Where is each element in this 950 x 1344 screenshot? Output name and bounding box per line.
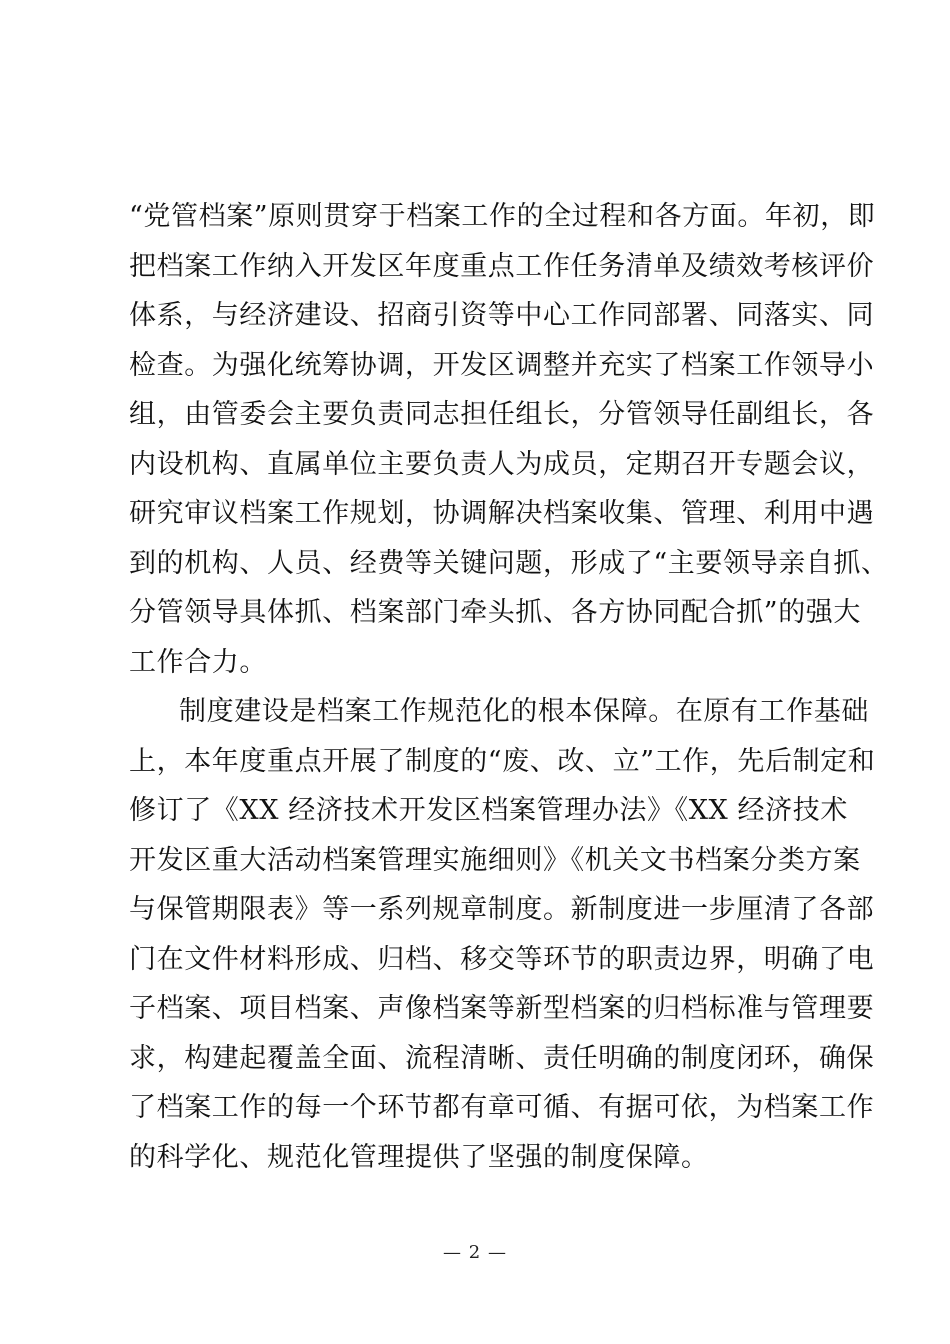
paragraph-2-line: 门在文件材料形成、归档、移交等环节的职责边界，明确了电 [129,943,875,975]
paragraph-1-line: 研究审议档案工作规划，协调解决档案收集、管理、利用中遇 [129,498,875,529]
paragraph-2-line: 求，构建起覆盖全面、流程清晰、责任明确的制度闭环，确保 [129,1042,875,1074]
page-number: — 2 — [443,1242,507,1263]
paragraph-2-line: 开发区重大活动档案管理实施细则》《机关文书档案分类方案 [129,844,861,876]
paragraph-2-line: 与保管期限表》等一系列规章制度。新制度进一步厘清了各部 [129,894,875,925]
paragraph-2-last-line: 的科学化、规范化管理提供了坚强的制度保障。 [129,1141,709,1173]
paragraph-1-line: 分管领导具体抓、档案部门牵头抓、各方协同配合抓”的强大 [129,597,862,628]
paragraph-1-last-line: 工作合力。 [129,646,267,678]
paragraph-1-line: 组，由管委会主要负责同志担任组长，分管领导任副组长，各 [129,399,875,430]
body-text [129,192,889,1182]
paragraph-1-line: 检查。为强化统筹协调，开发区调整并充实了档案工作领导小 [129,349,875,381]
paragraph-2-line: 上，本年度重点开展了制度的“废、改、立”工作，先后制定和 [129,745,876,777]
paragraph-1-line: 内设机构、直属单位主要负责人为成员，定期召开专题会议， [129,448,875,480]
paragraph-2-line: 修订了《XX 经济技术开发区档案管理办法》《XX 经济技术 [129,795,848,826]
paragraph-1-line: “党管档案”原则贯穿于档案工作的全过程和各方面。年初，即 [129,201,876,232]
paragraph-1-line: 体系，与经济建设、招商引资等中心工作同部署、同落实、同 [129,300,875,331]
paragraph-2-line: 了档案工作的每一个环节都有章可循、有据可依，为档案工作 [129,1092,875,1123]
paragraph-1-line: 到的机构、人员、经费等关键问题，形成了“主要领导亲自抓、 [129,547,889,579]
paragraph-1-line: 把档案工作纳入开发区年度重点工作任务清单及绩效考核评价 [129,250,875,282]
paragraph-2-first-line: 制度建设是档案工作规范化的根本保障。在原有工作基础 [179,696,869,727]
paragraph-2-line: 子档案、项目档案、声像档案等新型档案的归档标准与管理要 [129,993,875,1024]
